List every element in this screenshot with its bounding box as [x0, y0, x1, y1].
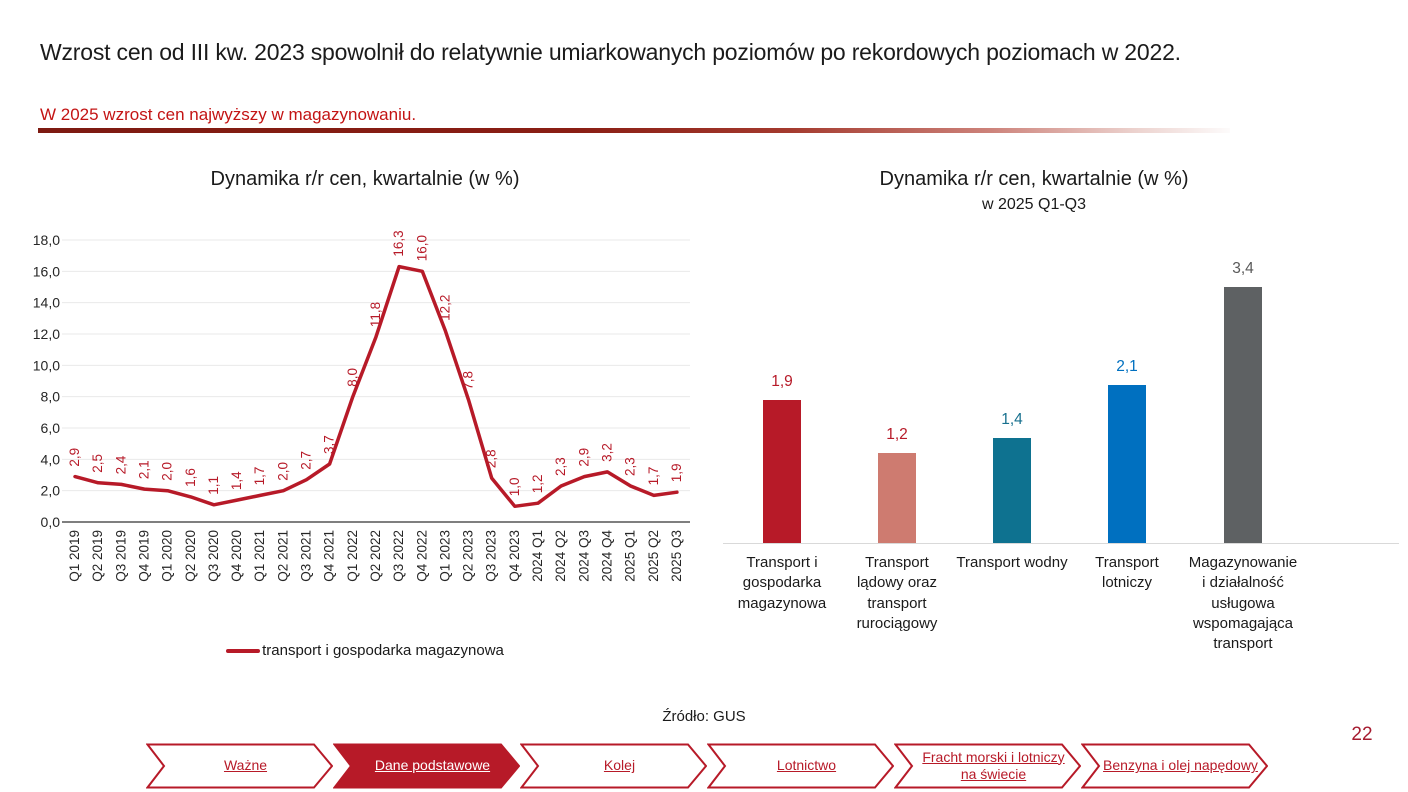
- bar-category-label: Transport lotniczy: [1095, 554, 1159, 592]
- x-axis-tick-label: Q2 2019: [90, 530, 106, 582]
- data-point-label: 2,9: [67, 447, 82, 467]
- x-axis-tick-label: Q1 2022: [344, 530, 360, 582]
- x-axis-tick-label: Q4 2019: [136, 530, 152, 582]
- bar: [1224, 287, 1262, 543]
- bar-category-label: Transport i gospodarka magazynowa: [737, 554, 827, 612]
- y-axis-tick-label: 16,0: [32, 263, 60, 280]
- x-axis-tick-label: Q2 2023: [460, 530, 476, 582]
- data-point-label: 1,7: [252, 466, 268, 486]
- page-title: Wzrost cen od III kw. 2023 spowolnił do relatywnie umiarkowanych poziomów po rekordowych poziomach w 2022.: [40, 39, 1181, 65]
- nav-item-fracht-morski-i-lotniczy-na-świecie[interactable]: [894, 743, 1081, 789]
- bar: [878, 453, 916, 543]
- accent-divider: [38, 128, 1230, 133]
- x-axis-tick-label: Q3 2020: [205, 530, 221, 582]
- data-point-label: 7,8: [460, 371, 476, 390]
- x-axis-tick-label: 2024 Q4: [599, 530, 615, 582]
- y-axis-tick-label: 8,0: [40, 388, 60, 405]
- bar-chart: [715, 200, 1407, 720]
- x-axis-tick-label: Q4 2020: [229, 530, 244, 582]
- nav-item-ważne[interactable]: [146, 743, 333, 789]
- y-axis-tick-label: 18,0: [32, 232, 60, 248]
- nav-item-lotnictwo[interactable]: [707, 743, 894, 789]
- bar-value-label: 1,4: [1001, 410, 1023, 428]
- bar-chart-title: Dynamika r/r cen, kwartalnie (w %): [879, 168, 1189, 190]
- nav-item-label[interactable]: Dane podstawowe: [374, 757, 491, 774]
- data-point-label: 1,0: [506, 477, 522, 497]
- x-axis-tick-label: 2025 Q1: [622, 530, 638, 582]
- x-axis-tick-label: Q3 2022: [391, 530, 407, 582]
- x-axis-tick-label: 2025 Q2: [645, 530, 661, 582]
- data-point-label: 1,1: [205, 476, 221, 495]
- data-point-label: 1,2: [530, 474, 545, 494]
- data-point-label: 2,5: [90, 454, 106, 473]
- x-axis-tick-label: Q4 2022: [414, 530, 430, 582]
- x-axis-tick-label: Q1 2023: [437, 530, 453, 582]
- section-nav-ribbon: [146, 743, 1268, 789]
- bar: [993, 438, 1031, 543]
- x-axis-tick-label: 2024 Q2: [553, 530, 569, 582]
- data-point-label: 12,2: [437, 294, 453, 321]
- line-chart-legend: [20, 642, 710, 659]
- data-point-label: 2,0: [159, 461, 175, 481]
- data-point-label: 1,7: [645, 466, 661, 486]
- y-axis-tick-label: 14,0: [32, 294, 60, 311]
- data-point-label: 16,3: [391, 230, 407, 257]
- data-point-label: 2,7: [298, 450, 314, 470]
- nav-item-dane-podstawowe[interactable]: [333, 743, 520, 789]
- data-point-label: 2,3: [553, 457, 569, 476]
- x-axis-tick-label: Q1 2019: [67, 530, 82, 582]
- legend-series-label: transport i gospodarka magazynowa: [262, 642, 504, 659]
- data-point-label: 1,9: [668, 463, 684, 483]
- x-axis-tick-label: Q4 2023: [506, 530, 522, 582]
- x-axis-tick-label: 2025 Q3: [668, 530, 684, 582]
- y-axis-tick-label: 2,0: [40, 482, 60, 499]
- x-axis-tick-label: Q1 2021: [252, 530, 268, 582]
- data-point-label: 8,0: [344, 367, 360, 387]
- y-axis-tick-label: 0,0: [40, 514, 60, 530]
- data-point-label: 2,3: [622, 457, 638, 476]
- x-axis-tick-label: 2024 Q3: [576, 530, 592, 582]
- x-axis-tick-label: Q2 2022: [367, 530, 383, 582]
- legend-line-swatch: [226, 649, 260, 653]
- x-axis-tick-label: 2024 Q1: [530, 530, 545, 582]
- bar-category-label: Magazynowanie i działalność usługowa wspomagająca transport: [1188, 554, 1298, 652]
- y-axis-tick-label: 12,0: [32, 326, 60, 342]
- x-axis-tick-label: Q2 2020: [182, 530, 198, 582]
- data-point-label: 16,0: [414, 235, 430, 262]
- bar: [1108, 385, 1146, 543]
- data-point-label: 2,4: [113, 455, 129, 475]
- y-axis-tick-label: 6,0: [40, 420, 60, 436]
- nav-item-benzyna-i-olej-napędowy[interactable]: [1081, 743, 1268, 789]
- data-point-label: 2,0: [275, 461, 291, 481]
- y-axis-tick-label: 10,0: [32, 357, 60, 374]
- nav-item-label[interactable]: Kolej: [603, 757, 636, 774]
- data-point-label: 11,8: [367, 301, 383, 328]
- x-axis-tick-label: Q3 2021: [298, 530, 314, 582]
- line-chart-title: Dynamika r/r cen, kwartalnie (w %): [210, 168, 520, 190]
- x-axis-tick-label: Q3 2019: [113, 530, 129, 582]
- nav-item-label[interactable]: Benzyna i olej napędowy: [1103, 757, 1258, 774]
- page-subtitle: W 2025 wzrost cen najwyższy w magazynowaniu.: [40, 105, 417, 124]
- x-axis-tick-label: Q3 2023: [483, 530, 499, 582]
- nav-item-label[interactable]: Fracht morski i lotniczy na świecie: [922, 748, 1065, 782]
- source-note: Źródło: GUS: [662, 708, 746, 725]
- nav-item-kolej[interactable]: [520, 743, 707, 789]
- x-axis-tick-label: Q2 2021: [275, 530, 291, 582]
- bar-chart-subtitle: w 2025 Q1-Q3: [981, 196, 1087, 213]
- data-point-label: 2,8: [483, 449, 499, 469]
- y-axis-tick-label: 4,0: [40, 451, 60, 468]
- data-point-label: 2,1: [136, 460, 152, 480]
- bar-value-label: 3,4: [1232, 260, 1254, 278]
- data-point-label: 1,4: [229, 471, 244, 491]
- data-point-label: 3,2: [599, 443, 615, 462]
- bar-baseline: [723, 543, 1399, 544]
- nav-item-label[interactable]: Ważne: [223, 757, 268, 774]
- bar-category-label: Transport lądowy oraz transport rurociągowy: [856, 554, 938, 632]
- bar-category-label: Transport wodny: [956, 554, 1068, 571]
- line-chart: [20, 200, 710, 650]
- x-axis-tick-label: Q4 2021: [321, 530, 337, 582]
- nav-item-label[interactable]: Lotnictwo: [776, 757, 837, 774]
- data-point-label: 3,7: [321, 435, 337, 454]
- data-point-label: 2,9: [576, 447, 592, 467]
- x-axis-tick-label: Q1 2020: [159, 530, 175, 582]
- bar-value-label: 2,1: [1116, 358, 1138, 376]
- page-number: 22: [1351, 724, 1373, 745]
- data-point-label: 1,6: [182, 468, 198, 487]
- bar-value-label: 1,2: [886, 425, 908, 443]
- bar-value-label: 1,9: [771, 373, 793, 391]
- bar: [763, 400, 801, 543]
